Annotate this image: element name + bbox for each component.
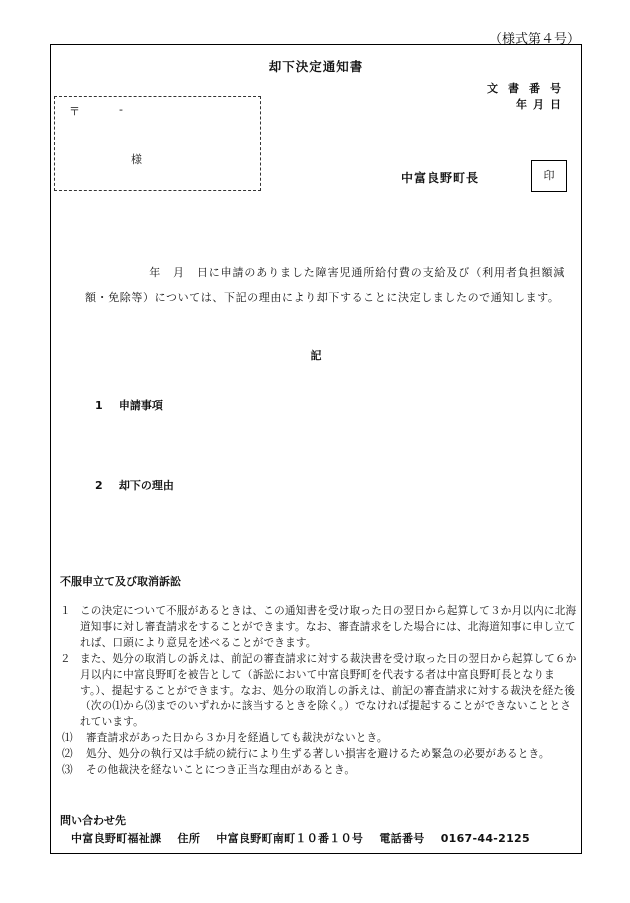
appeal-paragraph xyxy=(60,652,578,732)
body-text: 年 月 日に申請のありました障害児通所給付費の支給及び（利用者負担額減額・免除等）については、下記の理由により却下することに決定しましたので通知します。 xyxy=(85,266,565,304)
document-number-block xyxy=(487,81,571,113)
subitem-mark: ⑶ xyxy=(62,764,73,777)
document-number-label: 文書番号 xyxy=(487,82,571,95)
form-number: （様式第４号） xyxy=(488,32,580,47)
body-paragraph xyxy=(85,261,565,310)
document-frame xyxy=(50,44,582,854)
appeal-paragraph xyxy=(60,604,578,652)
subitem-mark: ⑴ xyxy=(62,732,73,745)
document-title: 却下決定通知書 xyxy=(268,59,364,74)
postal-mark: 〒 xyxy=(69,105,80,118)
inquiry-label: 問い合わせ先 xyxy=(60,814,126,827)
item-label: 却下の理由 xyxy=(118,479,174,492)
appeal-subitem xyxy=(60,731,578,747)
paragraph-text: この決定について不服があるときは、この通知書を受け取った日の翌日から起算して３か月以内に北海道知事に対し審査請求をすることができます。なお、審査請求をした場合には、北海道知事に申し立てれば、口頭により意見を述べることができます。 xyxy=(80,605,577,649)
contact-department: 中富良野町福祉課 xyxy=(71,832,162,845)
recipient-address-box xyxy=(54,96,261,191)
recipient-honorific: 様 xyxy=(131,153,142,166)
item-number: 2 xyxy=(95,479,103,492)
contact-address: 中富良野町南町１０番１０号 xyxy=(216,832,364,845)
appeal-subitem xyxy=(60,747,578,763)
item-rejection-reason xyxy=(95,477,174,493)
contact-line xyxy=(71,830,542,846)
date-label: 年月日 xyxy=(516,98,567,111)
item-number: 1 xyxy=(95,399,103,412)
item-application xyxy=(95,397,163,413)
subitem-text: その他裁決を経ないことにつき正当な理由があるとき。 xyxy=(86,764,356,777)
paragraph-mark: ２ xyxy=(60,652,71,665)
ki-heading: 記 xyxy=(310,349,322,362)
seal-box: 印 xyxy=(531,160,567,192)
sender-name: 中富良野町長 xyxy=(401,171,480,185)
paragraph-text: また、処分の取消しの訴えは、前記の審査請求に対する裁決書を受け取った日の翌日から起算して６か月以内に中富良野町を被告として（訴訟において中富良野町を代表する者は中富良野町長となります。）、提起することができます。なお、処分の取消しの訴えは、前記の審査請求に対する裁決を経た後（次の⑴から⑶までのいずれかに該当するときを除く。）でなければ提起することができないこととされています。 xyxy=(80,652,577,729)
paragraph-mark: １ xyxy=(60,605,71,617)
appeal-section-title: 不服申立て及び取消訴訟 xyxy=(60,575,181,588)
item-label: 申請事項 xyxy=(118,399,163,412)
contact-address-label: 住所 xyxy=(177,832,201,845)
contact-phone: 0167-44-2125 xyxy=(440,832,530,845)
subitem-text: 審査請求があった日から３か月を経過しても裁決がないとき。 xyxy=(86,732,388,745)
appeal-subitem xyxy=(60,763,578,779)
postal-dash: - xyxy=(119,103,123,116)
appeal-notes xyxy=(60,604,578,779)
subitem-text: 処分、処分の執行又は手続の続行により生ずる著しい損害を避けるため緊急の必要があるとき。 xyxy=(86,748,550,761)
subitem-mark: ⑵ xyxy=(62,748,73,761)
contact-phone-label: 電話番号 xyxy=(379,832,425,845)
